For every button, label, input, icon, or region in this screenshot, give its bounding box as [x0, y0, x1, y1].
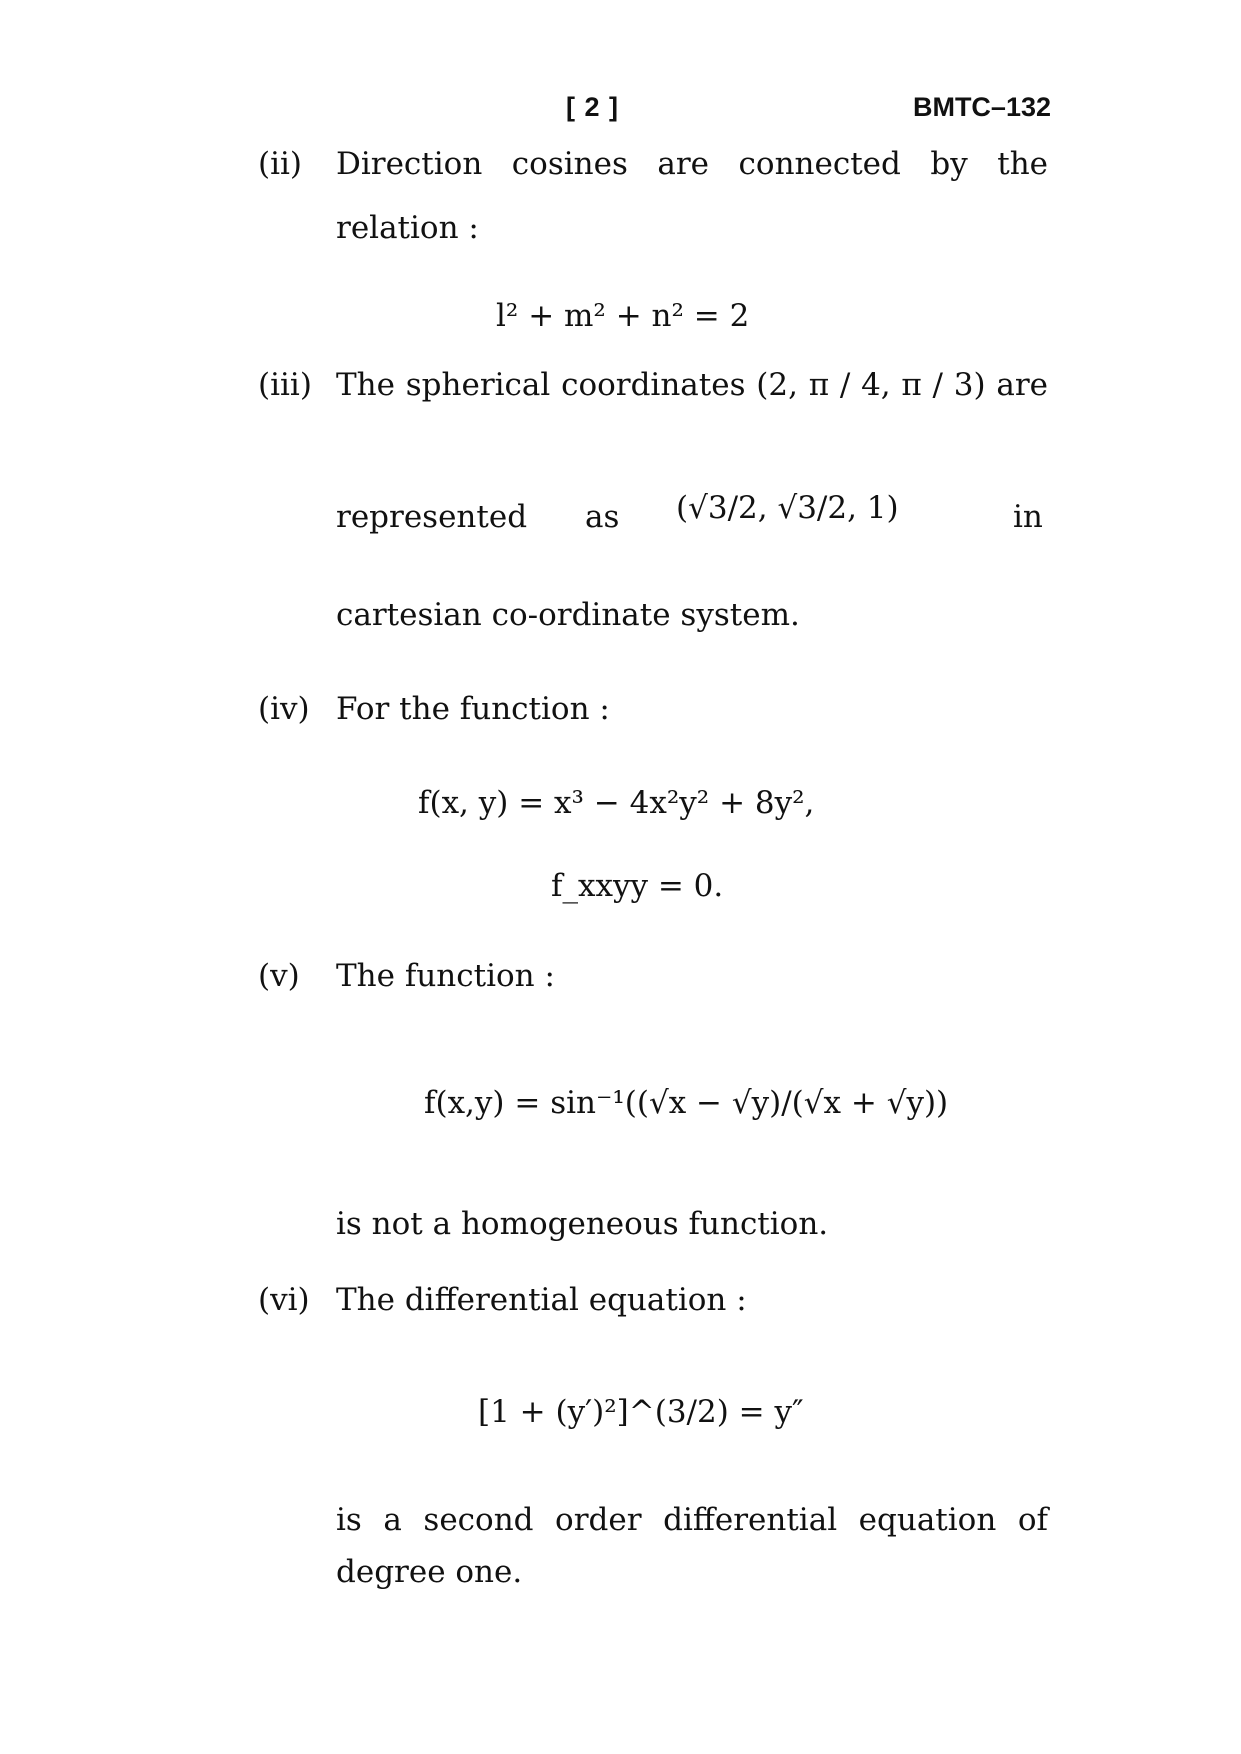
- item-text: Direction cosines are connected by the: [336, 146, 1048, 182]
- course-code: BMTC–132: [912, 92, 1051, 122]
- item-number: (iv): [258, 691, 310, 727]
- item-text: The spherical coordinates (2, π / 4, π / 3) are: [336, 367, 1048, 403]
- equation-text: f(x, y) = x³ − 4x²y² + 8y²,: [418, 785, 815, 821]
- item-number: (ii): [258, 146, 303, 182]
- item-text-continued: degree one.: [336, 1554, 523, 1590]
- item-number: (v): [258, 958, 300, 994]
- equation-text: f(x,y) = sin⁻¹((√x − √y)/(√x + √y)): [424, 1085, 949, 1121]
- item-number: (vi): [258, 1282, 310, 1318]
- item-text-continued: is a second order differential equation of: [336, 1502, 1048, 1538]
- item-text: The differential equation :: [336, 1282, 747, 1318]
- item-text-as: as: [585, 499, 620, 535]
- item-text-continued: cartesian co-ordinate system.: [336, 597, 800, 633]
- item-text-in: in: [1013, 499, 1043, 535]
- item-text-represented: represented: [336, 499, 528, 535]
- equation-text: l² + m² + n² = 2: [496, 298, 750, 334]
- expression-text: (√3/2, √3/2, 1): [676, 490, 899, 526]
- item-text-continued: relation :: [336, 210, 479, 246]
- equation-function-f: [418, 784, 814, 822]
- cartesian-expression: [676, 489, 899, 527]
- item-text: The function :: [336, 958, 555, 994]
- equation-text: [1 + (y′)²]^(3/2) = y″: [478, 1394, 804, 1430]
- equation-direction-cosines: [496, 297, 749, 335]
- equation-fxxyy: [551, 867, 723, 905]
- item-number: (iii): [258, 367, 312, 403]
- item-text: For the function :: [336, 691, 610, 727]
- page-number: [ 2 ]: [566, 92, 620, 122]
- equation-inverse-sine: [424, 1084, 948, 1122]
- item-text-continued: is not a homogeneous function.: [336, 1206, 829, 1242]
- equation-differential: [478, 1393, 804, 1431]
- page-header: [0, 86, 1241, 126]
- equation-text: f_xxyy = 0.: [551, 868, 724, 904]
